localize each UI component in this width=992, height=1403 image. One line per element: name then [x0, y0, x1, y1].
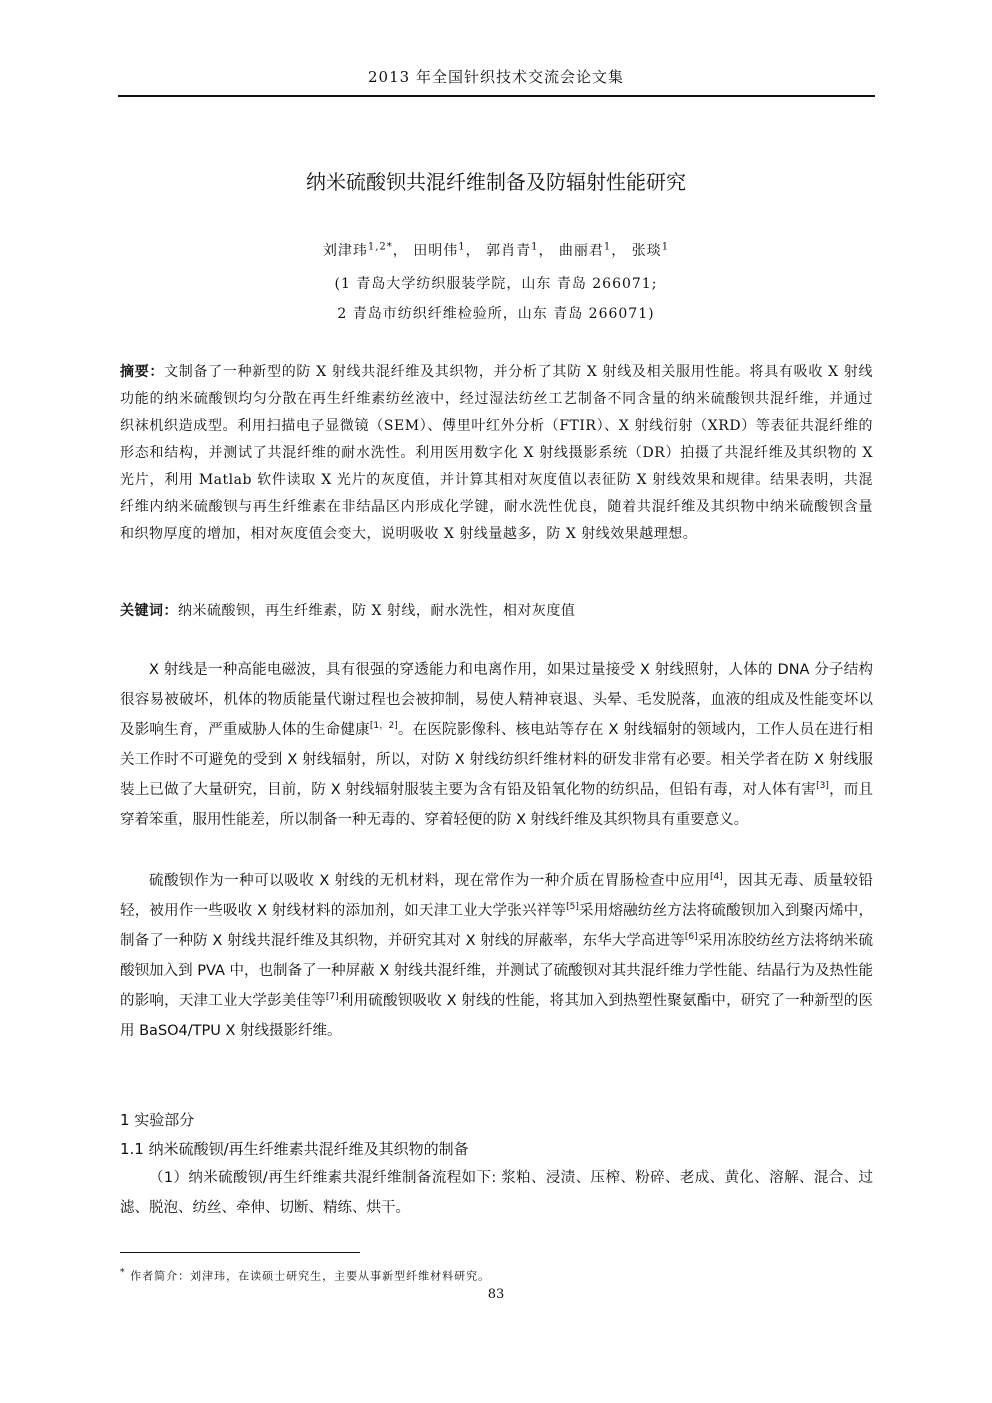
author-affil-mark: 1,2*: [367, 241, 393, 253]
author-affil-mark: 1: [531, 241, 539, 253]
footnote-text: 作者简介：刘津玮，在读硕士研究生，主要从事新型纤维材料研究。: [125, 1269, 491, 1283]
citation: [3]: [816, 781, 829, 792]
body-paragraph: 硫酸钡作为一种可以吸收 X 射线的无机材料，现在常作为一种介质在胃肠检查中应用[4]，因其无毒、质量较铅轻，被用作一些吸收 X 射线材料的添加剂，如天津工业大学张兴祥等[5]采用熔融纺丝方法将硫酸钡加入到聚丙烯中，制备了一种防 X 射线共混纤维及其织物，并研究其对 X 射线的屏蔽率，东华大学高进等[6]采用冻胶纺丝方法将纳米硫酸钡加入到 PVA 中，也制备了一种屏蔽 X 射线共混纤维，并测试了硫酸钡对其共混纤维力学性能、结晶行为及热性能的影响，天津工业大学彭美佳等[7]利用硫酸钡吸收 X 射线的性能，将其加入到热塑性聚氨酯中，研究了一种新型的医用 BaSO4/TPU X 射线摄影纤维。: [120, 872, 874, 1039]
paper-title: 纳米硫酸钡共混纤维制备及防辐射性能研究: [306, 170, 686, 194]
author-name: 曲丽君: [558, 243, 604, 259]
footnote-mark: *: [120, 1267, 126, 1278]
keywords-text: 纳米硫酸钡，再生纤维素，防 X 射线，耐水洗性，相对灰度值: [178, 603, 576, 619]
affiliation-line: (1 青岛大学纺织服装学院，山东 青岛 266071;: [334, 276, 658, 292]
footnote: [120, 1267, 490, 1284]
author-affil-mark: 1: [458, 241, 466, 253]
subsection-heading: 1.1 纳米硫酸钡/再生纤维素共混纤维及其织物的制备: [120, 1140, 469, 1158]
author-name: 郭肖青: [486, 243, 532, 259]
section-heading: 1 实验部分: [120, 1111, 195, 1129]
affiliation-line: 2 青岛市纺织纤维检验所，山东 青岛 266071): [337, 306, 655, 322]
abstract-text: 文制备了一种新型的防 X 射线共混纤维及其织物，并分析了其防 X 射线及相关服用性能。将具有吸收 X 射线功能的纳米硫酸钡均匀分散在再生纤维素纺丝液中，经过湿法纺丝工艺制备不同含量的纳米硫酸钡共混纤维，并通过织袜机织造成型。利用扫描电子显微镜（SEM）、傅里叶红外分析（FTIR）、X 射线衍射（XRD）等表征共混纤维的形态和结构，并测试了共混纤维的耐水洗性。利用医用数字化 X 射线摄影系统（DR）拍摄了共混纤维及其织物的 X 光片，利用 Matlab 软件读取 X 光片的灰度值，并计算其相对灰度值以表征防 X 射线效果和规律。结果表明，共混纤维内纳米硫酸钡与再生纤维素在非结晶区内形成化学键，耐水洗性优良，随着共混纤维及其织物中纳米硫酸钡含量和织物厚度的增加，相对灰度值会变大，说明吸收 X 射线量越多，防 X 射线效果越理想。: [120, 364, 873, 542]
author-list: 刘津玮$^{1,2*}$， 田明伟$^1$， 郭肖青$^1$， 曲丽君$^1$， 张琰$^1$: [322, 241, 670, 259]
author-affil-mark: 1: [661, 241, 670, 253]
citation: [1，2]: [369, 721, 398, 732]
footnote-rule: [120, 1252, 360, 1253]
citation: [7]: [325, 992, 339, 1003]
page-number: 83: [487, 1287, 505, 1302]
running-header: 2013 年全国针织技术交流会论文集: [368, 68, 624, 86]
keywords: [120, 598, 873, 625]
abstract: [120, 359, 873, 548]
keywords-label: 关键词：: [120, 603, 178, 619]
abstract-label: 摘要：: [120, 364, 165, 380]
citation: [5]: [566, 902, 579, 913]
body-paragraph: X 射线是一种高能电磁波，具有很强的穿透能力和电离作用，如果过量接受 X 射线照射，人体的 DNA 分子结构很容易被破坏，机体的物质能量代谢过程也会被抑制，易使人精神衰退、头晕、毛发脱落，血液的组成及性能变坏以及影响生育，严重威胁人体的生命健康[1，2]。在医院影像科、核电站等存在 X 射线辐射的领域内，工作人员在进行相关工作时不可避免的受到 X 射线辐射，所以，对防 X 射线纺织纤维材料的研发非常有必要。相关学者在防 X 射线服装上已做了大量研究，目前，防 X 射线辐射服装主要为含有铅及铅氧化物的纺织品，但铅有毒，对人体有害[3]，而且穿着笨重，服用性能差，所以制备一种无毒的、穿着轻便的防 X 射线纤维及其织物具有重要意义。: [120, 662, 873, 828]
author-name: 田明伟: [413, 243, 459, 259]
author-affil-mark: 1: [603, 241, 612, 253]
citation: [6]: [684, 932, 698, 943]
citation: [4]: [710, 872, 723, 883]
body-paragraph: （1）纳米硫酸钡/再生纤维素共混纤维制备流程如下: 浆粕、浸渍、压榨、粉碎、老成、黄化、溶解、混合、过滤、脱泡、纺丝、牵伸、切断、精练、烘干。: [120, 1170, 873, 1216]
author-name: 刘津玮: [322, 243, 368, 259]
author-name: 张琰: [631, 243, 662, 259]
header-rule: [118, 95, 875, 97]
